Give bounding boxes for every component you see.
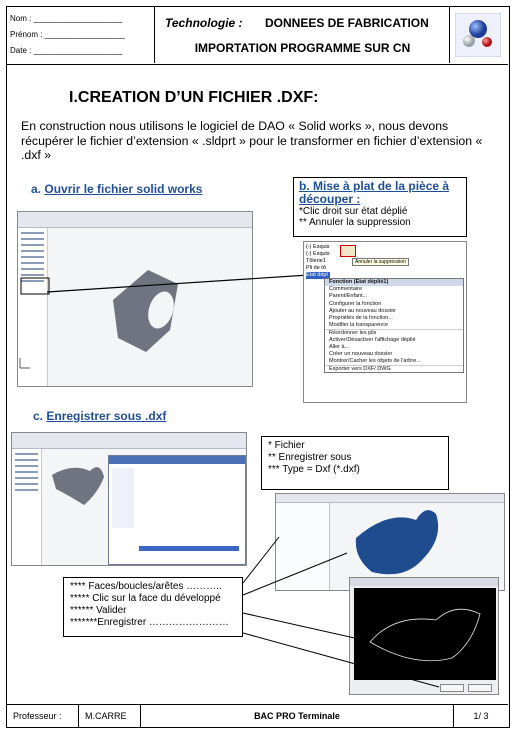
footer bbox=[7, 704, 508, 727]
prenom-field: Prénom : __________________ bbox=[10, 30, 125, 39]
step-a-letter: a. bbox=[31, 182, 42, 196]
menu-item[interactable]: Aller à... bbox=[329, 343, 350, 350]
menu-item[interactable]: Activer/Désactiver l'affichage déplié bbox=[329, 336, 416, 343]
step-b-title: Mise à plat de la pièce à découper : bbox=[299, 179, 450, 206]
page-frame bbox=[6, 6, 510, 728]
step-b-line1: *Clic droit sur état déplié bbox=[299, 206, 408, 217]
menu-item[interactable]: Exporter vers DXF/ DWG bbox=[325, 365, 463, 372]
note-file-l1: * Fichier bbox=[268, 440, 305, 451]
date-field: Date : ____________________ bbox=[10, 46, 123, 55]
doc-title: DONNEES DE FABRICATION bbox=[265, 16, 429, 30]
step-c-letter: c. bbox=[33, 409, 44, 423]
step-a-label: Ouvrir le fichier solid works bbox=[44, 182, 203, 196]
menu-item[interactable]: Commentaire bbox=[329, 286, 363, 293]
note-faces-l3: ****** Valider bbox=[70, 605, 127, 616]
technologie-label: Technologie : bbox=[165, 16, 243, 30]
step-b-line2: ** Annuler la suppression bbox=[299, 217, 411, 228]
feature-tree-list: (-) Esquis (-) Esquis Tôlerie1 Pli de tô Etat dépl bbox=[306, 244, 330, 278]
tooltip: Annuler la suppression bbox=[352, 258, 409, 266]
menu-item[interactable]: Ajouter au nouveau dossier bbox=[329, 307, 396, 314]
prof-label: Professeur : bbox=[7, 705, 79, 727]
step-c-label: Enregistrer sous .dxf bbox=[46, 409, 167, 423]
pointer-lines bbox=[7, 7, 511, 729]
menu-item[interactable]: Configurer la fonction bbox=[329, 300, 382, 307]
doc-subtitle: IMPORTATION PROGRAMME SUR CN bbox=[194, 41, 411, 55]
menu-item[interactable]: Créer un nouveau dossier bbox=[329, 350, 393, 357]
note-faces-l2: ***** Clic sur la face du développé bbox=[70, 593, 221, 604]
note-file-l3: *** Type = Dxf (*.dxf) bbox=[268, 464, 360, 475]
menu-item[interactable]: Parent/Enfant... bbox=[329, 293, 368, 300]
level: BAC PRO Terminale bbox=[141, 705, 454, 727]
page-number: 1/ 3 bbox=[473, 711, 489, 721]
menu-item[interactable]: Modifier la transparence bbox=[329, 322, 389, 329]
note-faces-l4: *******Enregistrer …………………… bbox=[70, 617, 229, 628]
menu-item[interactable]: Réordonner les plis bbox=[325, 329, 463, 336]
intro-paragraph: En construction nous utilisons le logiciel de DAO « Solid works », nous devons récupérer le fichier d’extension « .sldprt » pour le transformer en fichier d’extension « .dxf » bbox=[21, 119, 483, 162]
menu-item[interactable]: Montrer/Cacher les objets de l'arbre... bbox=[329, 358, 421, 365]
nom-field: Nom : ____________________ bbox=[10, 14, 123, 23]
menu-item[interactable]: Propriétés de la fonction... bbox=[329, 314, 393, 321]
note-file-l2: ** Enregistrer sous bbox=[268, 452, 352, 463]
step-b-letter: b. bbox=[299, 179, 310, 193]
note-faces-l1: **** Faces/boucles/arêtes ……….. bbox=[70, 581, 222, 592]
section-title: I.CREATION D’UN FICHIER .DXF: bbox=[69, 89, 319, 106]
prof-name: M.CARRE bbox=[79, 705, 141, 727]
menu-header: Fonction (Etat déplié1) bbox=[325, 279, 463, 286]
